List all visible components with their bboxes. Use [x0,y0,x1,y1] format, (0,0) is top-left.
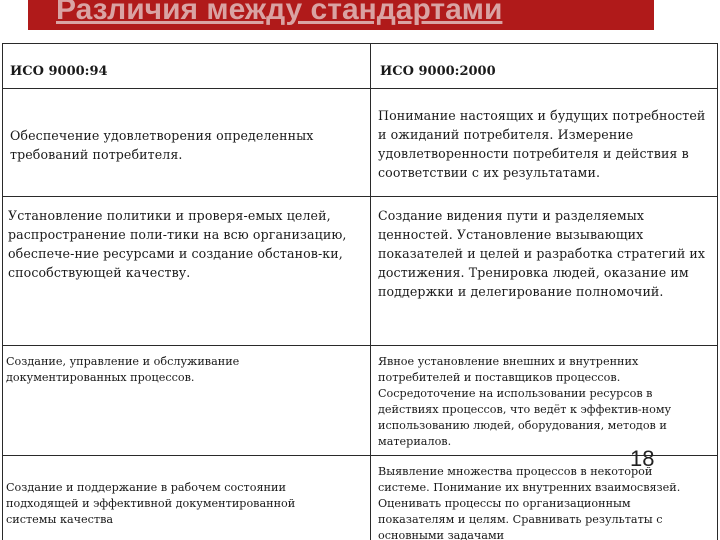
table-divider-header [2,88,718,89]
slide-title: Различия между стандартами [56,0,503,26]
table-border-left [2,43,3,540]
table-cell-row1-left: Обеспечение удовлетворения определенных требований потребителя. [10,128,314,162]
table-divider-row1 [2,196,718,197]
table-header-iso-9000-2000: ИСО 9000:2000 [380,64,496,79]
table-column-divider [370,43,371,540]
table-cell-row3-right: Явное установление внешних и внутренних потребителей и поставщиков процессов. Сосредоточение на использовании ресурсов в действиях процессов, что ведёт к эффектив-ному использованию людей, оборудования, методов и материалов. [378,355,672,448]
table-cell-row2-right: Создание видения пути и разделяемых ценностей. Установление вызывающих показателей и целей и разработка стратегий их достижения. Тренировка людей, оказание им поддержки и делегирование полномочий. [378,208,706,299]
page-number: 18 [630,446,655,471]
table-cell-row4-left: Создание и поддержание в рабочем состоянии подходящей и эффективной документированной системы качества [6,481,296,526]
table-border-top [2,43,718,44]
table-cell-row2-left: Установление политики и проверя-емых целей, распространение поли-тики на всю организацию, обеспече-ние ресурсами и создание обстанов-ки, способствующей качеству. [8,208,347,280]
table-border-right [717,43,718,540]
table-divider-row3 [2,455,718,456]
table-cell-row1-right: Понимание настоящих и будущих потребностей и ожиданий потребителя. Измерение удовлетворенности потребителя и действия в соответствии с их результатами. [378,108,706,180]
table-cell-row4-right: Выявление множества процессов в некоторой системе. Понимание их внутренних взаимосвязей. Оценивать процессы по организационным показателям и целям. Сравнивать результаты с основными задачами [378,465,681,540]
table-header-iso-9000-94: ИСО 9000:94 [10,64,108,79]
table-cell-row3-left: Создание, управление и обслуживание документированных процессов. [6,355,240,384]
table-divider-row2 [2,345,718,346]
